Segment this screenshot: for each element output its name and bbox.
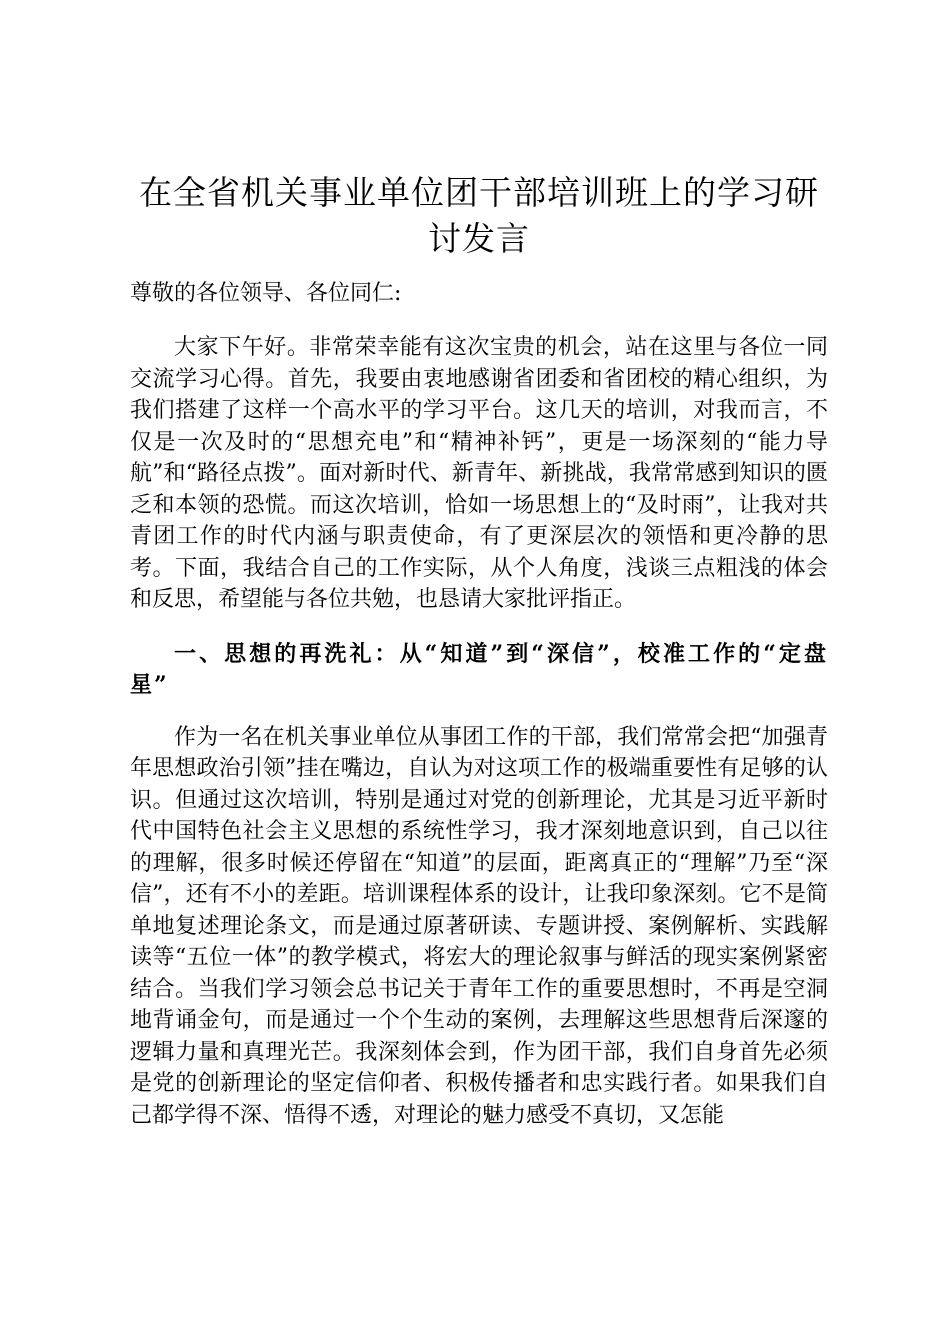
- salutation: 尊敬的各位领导、各位同仁:: [130, 281, 402, 306]
- section-heading-1: 一、思想的再洗礼：从“知道”到“深信”，校准工作的“定盘星”: [130, 640, 828, 698]
- opening-paragraph: 大家下午好。非常荣幸能有这次宝贵的机会，站在这里与各位一同交流学习心得。首先，我要由衷地感谢省团委和省团校的精心组织，为我们搭建了这样一个高水平的学习平台。这几天的培训，对我而言，不仅是一次及时的“思想充电”和“精神补钙”，更是一场深刻的“能力导航”和“路径点拨”。面对新时代、新青年、新挑战，我常常感到知识的匮乏和本领的恐慌。而这次培训，恰如一场思想上的“及时雨”，让我对共青团工作的时代内涵与职责使命，有了更深层次的领悟和更冷静的思考。下面，我结合自己的工作实际，从个人角度，浅谈三点粗浅的体会和反思，希望能与各位共勉，也恳请大家批评指正。: [130, 335, 828, 612]
- document-title: 在全省机关事业单位团干部培训班上的学习研讨发言: [139, 173, 819, 258]
- document-page: [130, 170, 828, 1131]
- section-1-paragraph: 作为一名在机关事业单位从事团工作的干部，我们常常会把“加强青年思想政治引领”挂在嘴边，自认为对这项工作的极端重要性有足够的认识。但通过这次培训，特别是通过对党的创新理论，尤其是习近平新时代中国特色社会主义思想的系统性学习，我才深刻地意识到，自己以往的理解，很多时候还停留在“知道”的层面，距离真正的“理解”乃至“深信”，还有不小的差距。培训课程体系的设计，让我印象深刻。它不是简单地复述理论条文，而是通过原著研读、专题讲授、案例解析、实践解读等“五位一体”的教学模式，将宏大的理论叙事与鲜活的现实案例紧密结合。当我们学习领会总书记关于青年工作的重要思想时，不再是空洞地背诵金句，而是通过一个个生动的案例，去理解这些思想背后深邃的逻辑力量和真理光芒。我深刻体会到，作为团干部，我们自身首先必须是党的创新理论的坚定信仰者、积极传播者和忠实践行者。如果我们自己都学得不深、悟得不透，对理论的魅力感受不真切，又怎能: [130, 724, 828, 1128]
